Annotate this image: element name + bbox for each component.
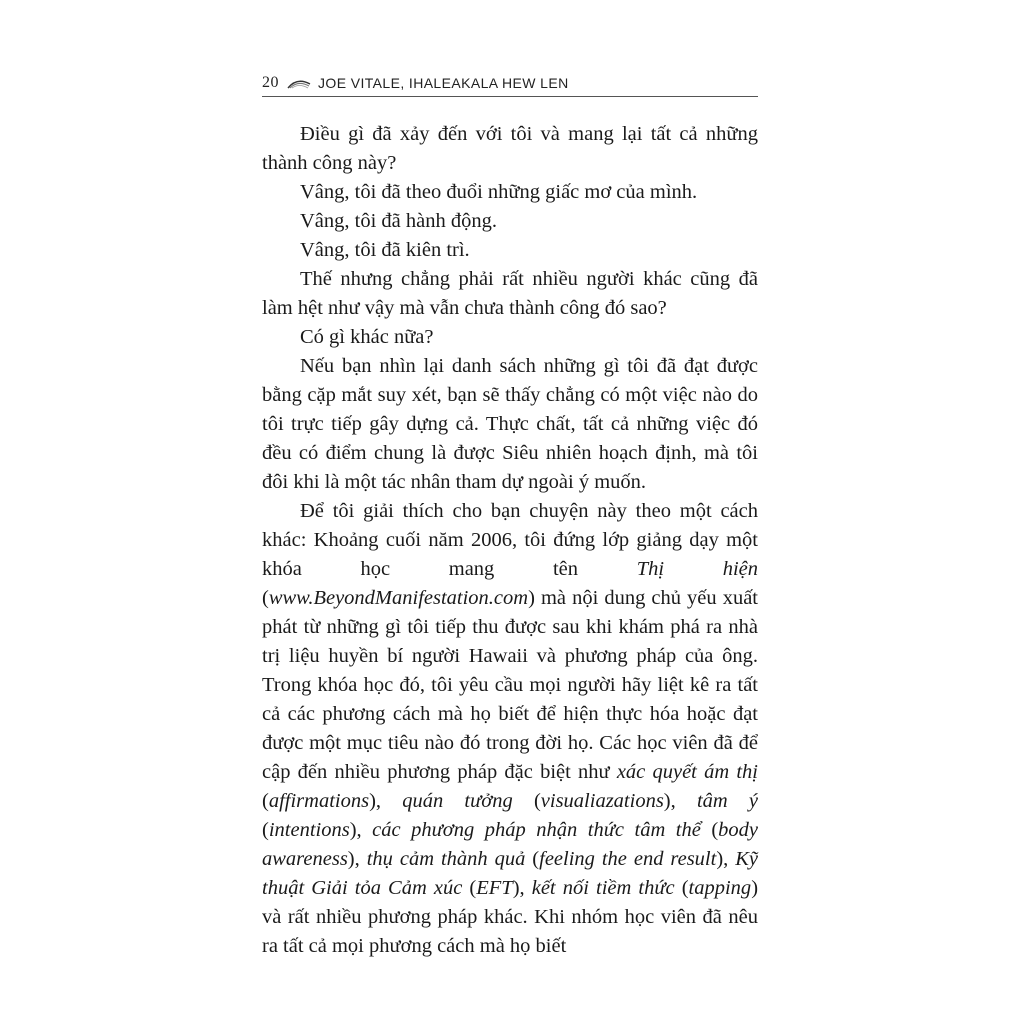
text-run: ) mà nội dung chủ yếu xuất phát từ những gì tôi tiếp thu được sau khi khám phá ra nhà trị liệu huyền bí người Hawaii và phương pháp của ông. Trong khóa học đó, tôi yêu cầu mọi người hãy liệt kê ra tất cả các phương cách mà họ biết để hiện thực hóa hoặc đạt được một mục tiêu nào đó trong đời họ. Các học viên đã để cập đến nhiều phương pháp đặc biệt như xyxy=(262,587,758,783)
arc-ornament-icon xyxy=(287,76,311,90)
text-run: ( xyxy=(462,877,477,899)
method-term: kết nối tiềm thức xyxy=(531,877,675,899)
method-term: Kỹ thuật Giải tỏa Cảm xúc xyxy=(262,848,759,899)
paragraph: Có gì khác nữa? xyxy=(300,326,434,348)
text-run: Để tôi giải thích cho bạn chuyện này theo một cách khác: Khoảng cuối năm 2006, tôi đứng lớp giảng dạy một khóa học mang tên xyxy=(262,500,758,580)
paragraph: Vâng, tôi đã theo đuổi những giấc mơ của mình. xyxy=(300,181,698,203)
text-run: ), xyxy=(369,790,403,812)
paragraph: Thế nhưng chẳng phải rất nhiều người khác cũng đã làm hệt như vậy mà vẫn chưa thành công đó sao? xyxy=(262,268,758,319)
method-term: tâm ý xyxy=(696,790,758,812)
method-term-english: visualiazations xyxy=(540,790,664,812)
method-term-english: intentions xyxy=(268,819,350,841)
method-term: thụ cảm thành quả xyxy=(366,848,526,870)
text-run: ( xyxy=(700,819,719,841)
method-term-english: tapping xyxy=(688,877,752,899)
method-term: xác quyết ám thị xyxy=(616,761,758,783)
paragraph: Điều gì đã xảy đến với tôi và mang lại tất cả những thành công này? xyxy=(262,123,758,174)
paragraph-methods xyxy=(262,497,758,961)
text-run: ) và rất nhiều phương pháp khác. Khi nhóm học viên đã nêu ra tất cả mọi phương cách mà họ biết xyxy=(262,877,759,957)
text-run: ( xyxy=(525,848,540,870)
text-run: ), xyxy=(716,848,736,870)
method-term-english: feeling the end result xyxy=(539,848,717,870)
course-title: Thị hiện xyxy=(636,558,758,580)
text-run: ( xyxy=(262,819,269,841)
text-run: ( xyxy=(262,587,269,609)
text-run: ( xyxy=(512,790,541,812)
text-run: ), xyxy=(349,819,373,841)
body-text xyxy=(262,120,758,961)
text-run: ), xyxy=(663,790,697,812)
paragraph: Vâng, tôi đã hành động. xyxy=(300,210,497,232)
text-run: ), xyxy=(347,848,367,870)
text-run: ), xyxy=(512,877,532,899)
page-number: 20 xyxy=(262,74,279,91)
method-term: quán tưởng xyxy=(402,790,513,812)
method-term: các phương pháp nhận thức tâm thể xyxy=(372,819,701,841)
text-run: ( xyxy=(262,790,269,812)
course-url: www.BeyondManifestation.com xyxy=(268,587,529,609)
paragraph: Nếu bạn nhìn lại danh sách những gì tôi đã đạt được bằng cặp mắt suy xét, bạn sẽ thấy chẳng có một việc nào do tôi trực tiếp gây dựng cả. Thực chất, tất cả những việc đó đều có điểm chung là được Siêu nhiên hoạch định, mà tôi đôi khi là một tác nhân tham dự ngoài ý muốn. xyxy=(262,355,758,493)
method-term-english: affirmations xyxy=(268,790,370,812)
text-run: ( xyxy=(674,877,689,899)
running-header xyxy=(262,72,758,97)
method-term-english: body awareness xyxy=(262,819,759,870)
paragraph: Vâng, tôi đã kiên trì. xyxy=(300,239,470,261)
running-title: JOE VITALE, IHALEAKALA HEW LEN xyxy=(318,75,569,91)
method-term-english: EFT xyxy=(476,877,513,899)
